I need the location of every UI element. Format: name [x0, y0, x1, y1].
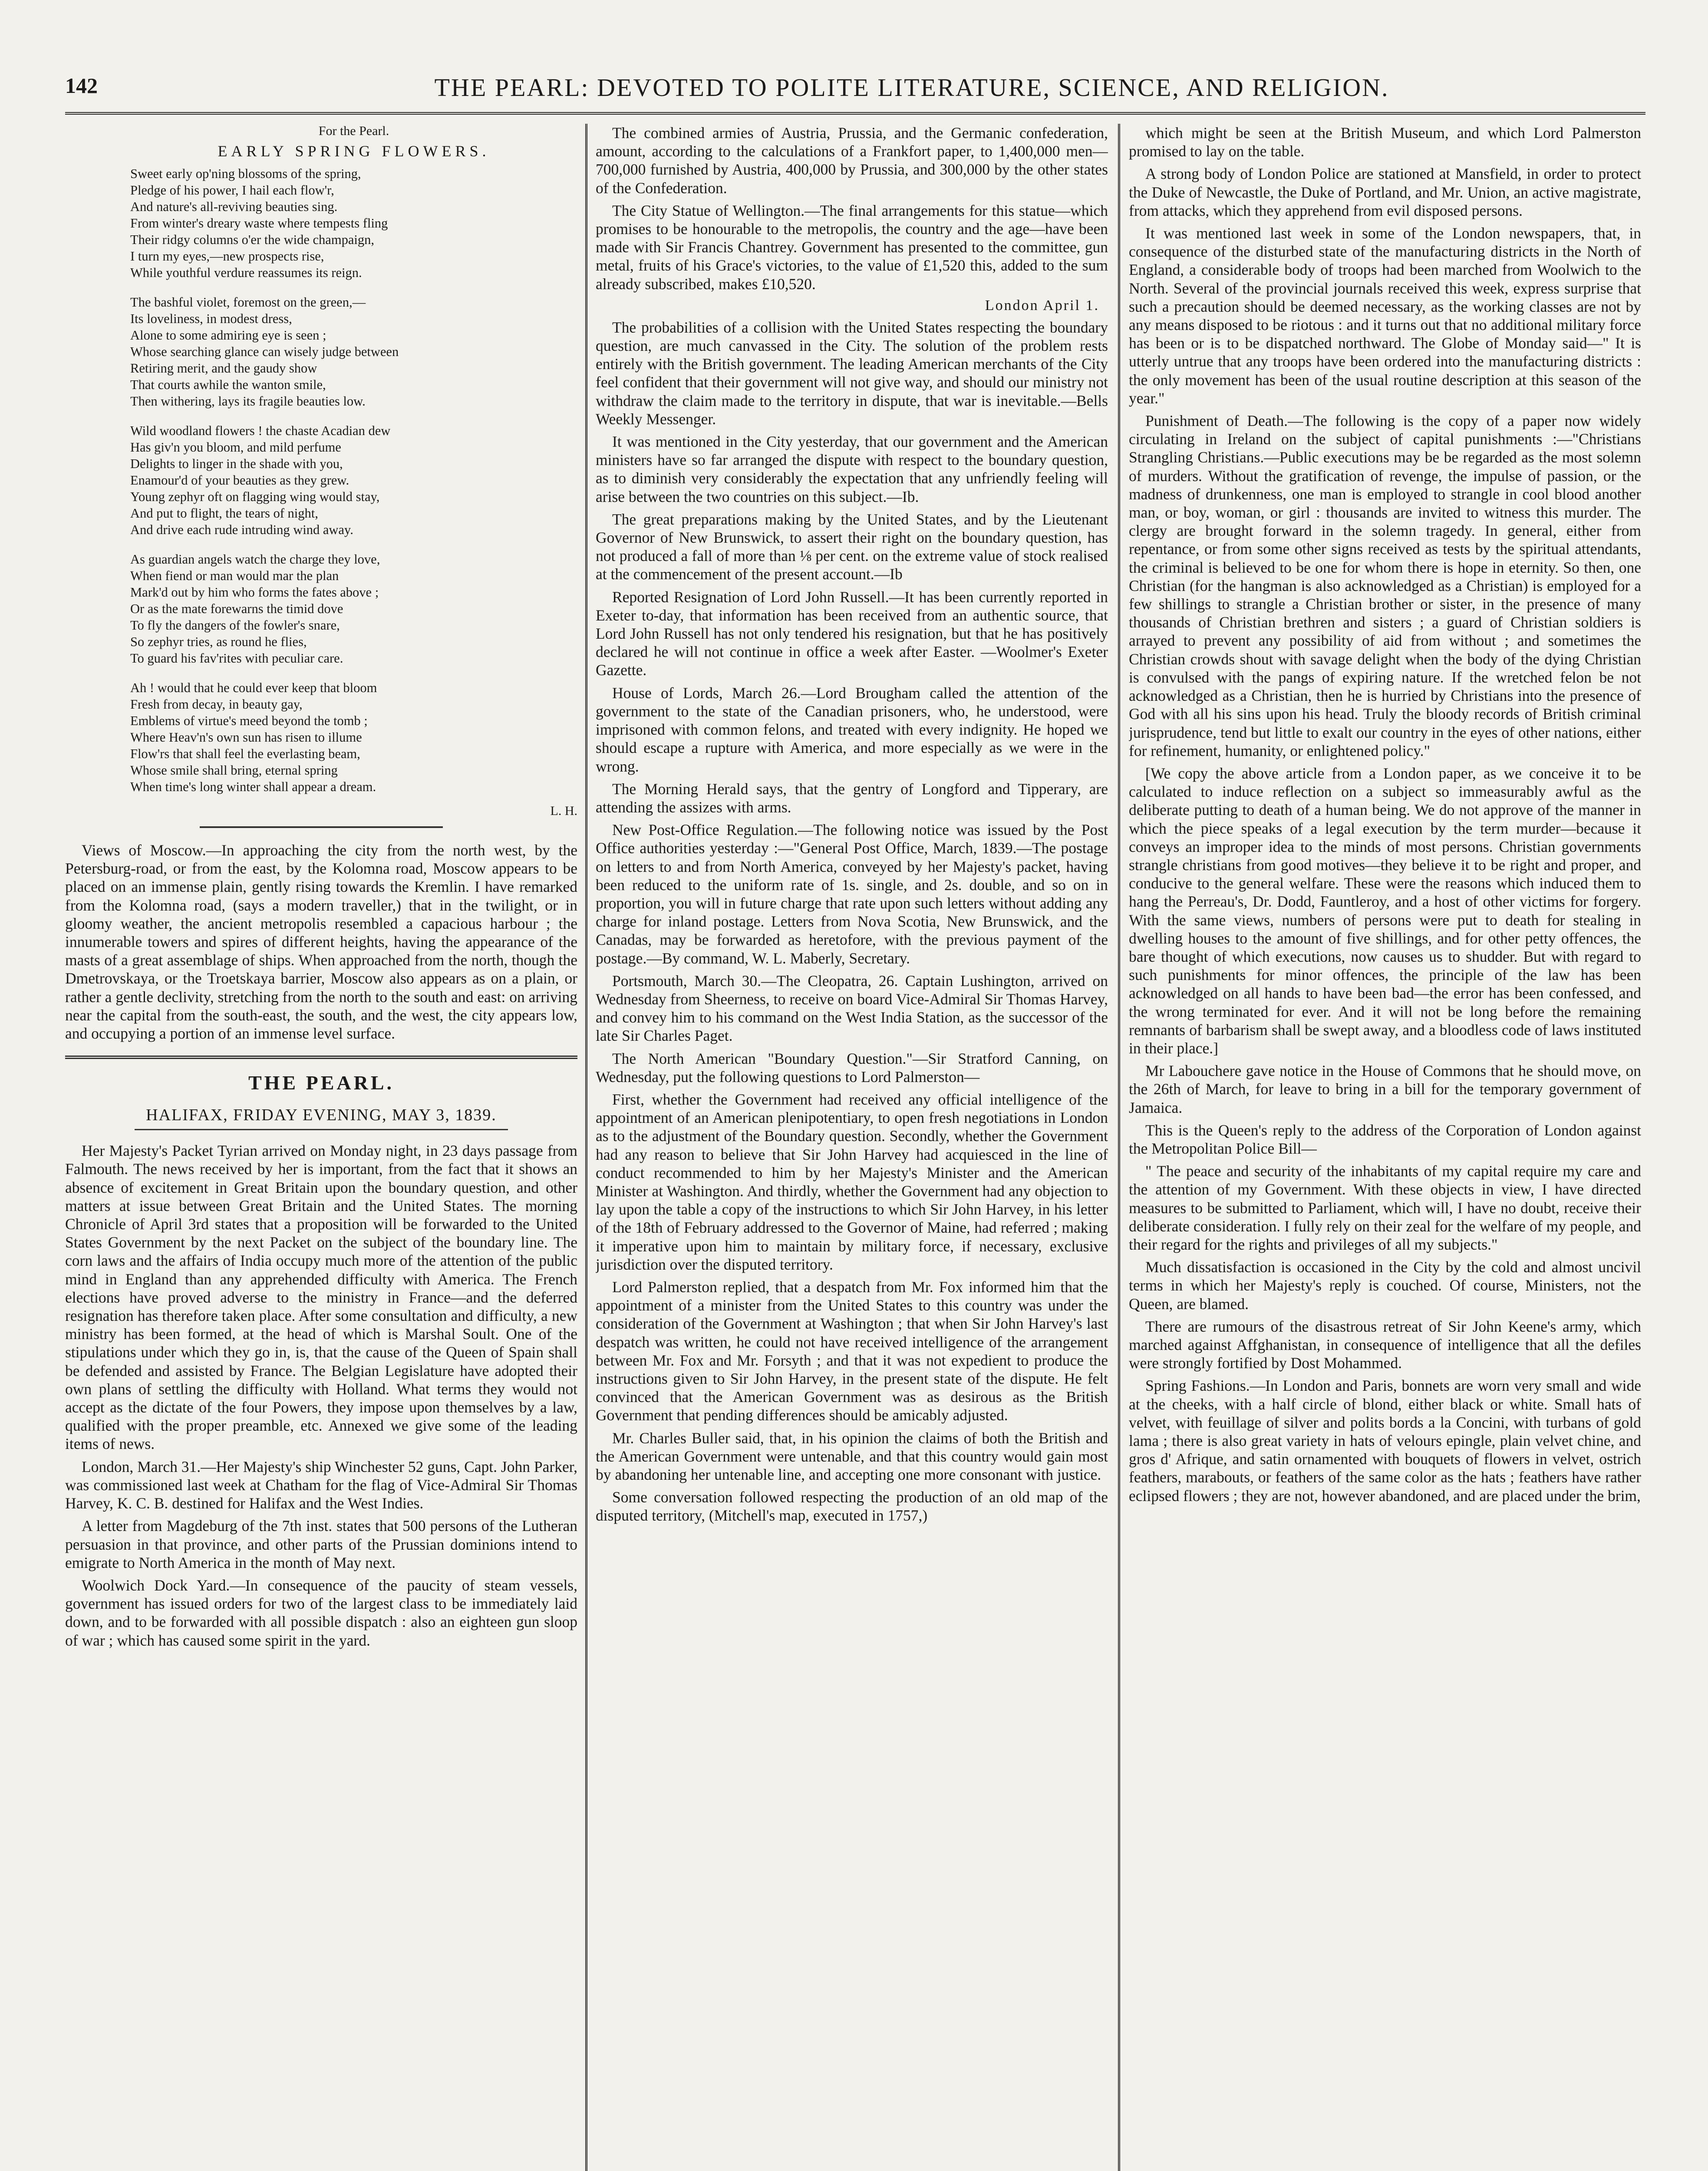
column-divider [1118, 124, 1120, 2171]
dateline: London April 1. [985, 297, 1099, 313]
article-paragraph: which might be seen at the British Museum, and which Lord Palmerston promised to lay on the table. [1129, 124, 1641, 160]
poem-line: Ah ! would that he could ever keep that bloom [130, 680, 377, 695]
poem-line: And drive each rude intruding wind away. [130, 522, 353, 537]
poem-line: And put to flight, the tears of night, [130, 506, 318, 521]
article-paragraph: A letter from Magdeburg of the 7th inst. states that 500 persons of the Lutheran persuasion in that province, and other parts of the Prussian dominions intend to emigrate to North America in the month of May next. [65, 1517, 577, 1571]
poem-line: That courts awhile the wanton smile, [130, 377, 326, 392]
poem-line: When time's long winter shall appear a dream. [130, 779, 376, 794]
article-paragraph: Some conversation followed respecting the production of an old map of the disputed territory, (Mitchell's map, executed in 1757,) [596, 1488, 1108, 1524]
poem-line: Its loveliness, in modest dress, [130, 311, 292, 326]
poem-line: As guardian angels watch the charge they love, [130, 552, 380, 567]
poem-line: Alone to some admiring eye is seen ; [130, 328, 326, 343]
poem-line: When fiend or man would mar the plan [130, 568, 339, 583]
section-rule [200, 826, 443, 828]
article-paragraph: It was mentioned last week in some of the London newspapers, that, in consequence of the disturbed state of the manufacturing districts in the North of England, a considerable body of troops had been marched from Woolwich to the North. Several of the provincial journals received this week, express surprise that such a precaution should be deemed necessary, as the working classes are not by any means disposed to be riotous : and it turns out that no additional military force has been or is to be dispatched northward. The Globe of Monday said—" It is utterly untrue that any troops have been ordered into the manufacturing districts : the only movement has been of the usual routine description at this season of the year." [1129, 224, 1641, 407]
poem-line: Mark'd out by him who forms the fates above ; [130, 585, 379, 600]
poem-line: Pledge of his power, I hail each flow'r, [130, 183, 334, 198]
poem-line: So zephyr tries, as round he flies, [130, 634, 307, 649]
poem-line: From winter's dreary waste where tempests fling [130, 216, 388, 231]
article-paragraph: Mr Labouchere gave notice in the House of Commons that he should move, on the 26th of March, for leave to bring in a bill for the temporary government of Jamaica. [1129, 1062, 1641, 1116]
article-paragraph: First, whether the Government had received any official intelligence of the appointment of an American plenipotentiary, to open fresh negotiations in London as to the adjustment of the Boundary question. Secondly, whether the Government had any reason to believe that Sir John Harvey had acquiesced in the line of conduct recommended to him by her Majesty's Minister and the American Minister at Washington. And thirdly, whether the Government had any objection to lay upon the table a copy of the instructions to which Sir John Harvey, in his letter of the 18th of February addressed to the Governor of Maine, had referred ; making it imperative upon him to maintain by military force, if necessary, exclusive jurisdiction over the disputed territory. [596, 1090, 1108, 1273]
poem-stanza [130, 551, 577, 666]
article-paragraph: The North American "Boundary Question."—Sir Stratford Canning, on Wednesday, put the following questions to Lord Palmerston— [596, 1049, 1108, 1086]
poem-line: Retiring merit, and the gaudy show [130, 361, 317, 376]
article-paragraph: The great preparations making by the United States, and by the Lieutenant Governor of New Brunswick, to assert their right on the boundary question, has not produced a fall of more than ⅛ per cent. on the extreme value of stock realised at the commencement of the present account.—Ib [596, 510, 1108, 583]
poem-line: Enamour'd of your beauties as they grew. [130, 473, 350, 488]
article-paragraph: New Post-Office Regulation.—The following notice was issued by the Post Office authorities yesterday :—"General Post Office, March, 1839.—The postage on letters to and from North America, conveyed by her Majesty's packet, having been reduced to the uniform rate of 1s. single, and 2s. double, and so on in proportion, you will in future charge that rate upon such letters without adding any charge for inland postage. Letters from Nova Scotia, New Brunswick, and the Canadas, may be forwarded as heretofore, with the previous payment of the postage.—By command, W. L. Maberly, Secretary. [596, 821, 1108, 967]
poem-line: Or as the mate forewarns the timid dove [130, 601, 343, 616]
article-paragraph: The City Statue of Wellington.—The final arrangements for this statue—which promises to be honourable to the metropolis, the country and the age—have been made with Sir Francis Chantrey. Government has presented to the committee, gun metal, fruits of his Grace's victories, to the value of £1,520 this, added to the sum already subscribed, makes £10,520. [596, 201, 1108, 293]
article-paragraph: " The peace and security of the inhabitants of my capital require my care and the attention of my Government. With these objects in view, I have directed measures to be submitted to Parliament, which will, I have no doubt, receive their deliberate consideration. I fully rely on their zeal for the welfare of my people, and their regard for the rights and privileges of all my subjects." [1129, 1162, 1641, 1253]
poem-line: Then withering, lays its fragile beauties low. [130, 394, 366, 409]
poem-stanza [130, 165, 577, 281]
page-number: 142 [65, 73, 98, 98]
column-2 [596, 124, 1108, 2171]
poem-line: Emblems of virtue's meed beyond the tomb ; [130, 713, 368, 728]
poem-stanza [130, 422, 577, 538]
article-paragraph: [We copy the above article from a London paper, as we conceive it to be calculated to induce reflection on a subject so immeasurably awful as the deliberate putting to death of a human being. We do not approve of the manner in which the piece speaks of a legal execution by the term murder—because it conveys an improper idea to the minds of most persons. Christian governments strangle christians from good motives—they believe it to be right and proper, and conducive to the general welfare. These were the reasons which induced them to hang the Perreau's, Dr. Dodd, Fauntleroy, and a host of other victims for forgery. With the same views, numbers of persons were put to death for stealing in dwelling houses to the amount of five shillings, and for other petty offences, the bare thought of which executions, now causes us to shudder. But with regard to such punishments for minor offences, the principle of the law has been acknowledged on all hands to have been bad—the error has been confessed, and the wrong terminated for ever. And it will not be long before the remaining remnants of barbarism shall be swept away, and a bloodless code of laws instituted in their place.] [1129, 764, 1641, 1057]
article-paragraph: The Morning Herald says, that the gentry of Longford and Tipperary, are attending the assizes with arms. [596, 780, 1108, 816]
masthead-title: THE PEARL: DEVOTED TO POLITE LITERATURE, SCIENCE, AND RELIGION. [434, 73, 1389, 102]
section-title: THE PEARL. [248, 1072, 395, 1094]
poem-stanza [130, 680, 577, 795]
poem [65, 124, 577, 818]
column-3 [1129, 124, 1641, 2171]
article-paragraph: Much dissatisfaction is occasioned in the City by the cold and almost uncivil terms in which her Majesty's reply is couched. Of course, Ministers, not the Queen, are blamed. [1129, 1258, 1641, 1313]
poem-line: Fresh from decay, in beauty gay, [130, 697, 303, 712]
article-paragraph: It was mentioned in the City yesterday, that our government and the American ministers have so far arranged the dispute with respect to the boundary question, as to diminish very considerably the expectation that any unfriendly feeling will arise between the two countries on this subject.—Ib. [596, 433, 1108, 505]
poem-stanza [130, 294, 577, 409]
poem-title: EARLY SPRING FLOWERS. [218, 142, 490, 160]
article-paragraph: A strong body of London Police are stationed at Mansfield, in order to protect the Duke of Newcastle, the Duke of Portland, and Mr. Union, an active magistrate, from attacks, which they apprehend from evil disposed persons. [1129, 165, 1641, 219]
article-paragraph: Punishment of Death.—The following is the copy of a paper now widely circulating in Ireland on the subject of capital punishments :—"Christians Strangling Christians.—Public executions may be be regarded as the most solemn of murders. Without the gratification of revenge, the impulse of passion, or the madness of drunkenness, one man is employed to strangle in cool blood another man, or boy, woman, or girl : thousands are invited to witness this murder. The clergy are brought forward in the solemn tragedy. In general, either from repentance, or from some other signs received as tests by the spiritual attendants, the criminal is believed to be one for whom there is hope in eternity. So then, one Christian (for the hangman is also acknowledged as a Christian) is employed for a few shillings to strangle a Christian brother or sister, in the presence of many thousands of Christian brethren and sisters ; a guard of Christian soldiers is arrayed to prevent any possibility of aid from without ; and sometimes the Christian crowds shout with savage delight when the body of the dying Christian is convulsed with the pangs of expiring nature. If the wretched felon be not acknowledged as a Christian, then he is hurried by Christians into the presence of God with all his sins upon his head. Truly the bloody records of British criminal jurisprudence, tend but little to exalt our country in the eyes of other nations, either for refinement, humanity, or enlightened policy." [1129, 412, 1641, 759]
poem-line: Young zephyr oft on flagging wing would stay, [130, 489, 380, 504]
column-divider [585, 124, 587, 2171]
running-head [65, 73, 1645, 112]
article-paragraph: Reported Resignation of Lord John Russell.—It has been currently reported in Exeter to-day, that information has been received from an authentic source, that Lord John Russell has not only tendered his resignation, but that he has positively declared he will not continue in office a week after Easter. —Woolmer's Exeter Gazette. [596, 588, 1108, 679]
poem-line: Flow'rs that shall feel the everlasting beam, [130, 746, 360, 761]
poem-line: Where Heav'n's own sun has risen to illume [130, 730, 362, 745]
poem-line: Whose smile shall bring, eternal spring [130, 763, 338, 778]
article-paragraph: There are rumours of the disastrous retreat of Sir John Keene's army, which marched against Affghanistan, in consequence of intelligence that all the defiles were strongly fortified by Dost Mohammed. [1129, 1317, 1641, 1372]
poem-line: To guard his fav'rites with peculiar care. [130, 651, 343, 666]
poem-line: The bashful violet, foremost on the green,— [130, 295, 366, 310]
article-paragraph: This is the Queen's reply to the address of the Corporation of London against the Metropolitan Police Bill— [1129, 1121, 1641, 1157]
poem-line: I turn my eyes,—new prospects rise, [130, 249, 324, 264]
article-paragraph: Her Majesty's Packet Tyrian arrived on Monday night, in 23 days passage from Falmouth. The news received by her is important, from the fact that it shows an absence of excitement in Great Britain upon the boundary question, and other matters at issue between Great Britain and the United States. The morning Chronicle of April 3rd states that a proposition will be forwarded to the United States Government by the next Packet on the subject of the boundary line. The corn laws and the affairs of India occupy much more of the attention of the public mind in England than any apprehended difficulty with America. The French elections have proved adverse to the ministry in France—and the deferred resignation has therefore taken place. After some consultation and difficulty, a new ministry has been formed, at the head of which is Marshal Soult. One of the stipulations under which they go in, is, that the cause of the Queen of Spain shall be defended and assisted by France. The Belgian Legislature have adopted their own plans of settling the difficulty with Holland. What terms they would not accept as the dictate of the four Powers, they impose upon themselves by a law, qualified with the proper preamble, etc. Annexed we give some of the leading items of news. [65, 1142, 577, 1453]
poem-line: Whose searching glance can wisely judge between [130, 344, 399, 359]
poem-line: Wild woodland flowers ! the chaste Acadian dew [130, 423, 391, 438]
dateline-rule [135, 1129, 508, 1130]
article-paragraph: House of Lords, March 26.—Lord Brougham called the attention of the government to the state of the Canadian prisoners, who, he understood, were imprisoned with common felons, and treated with every indignity. He hoped we should escape a rupture with America, and more especially as we were in the wrong. [596, 684, 1108, 775]
article-paragraph: Spring Fashions.—In London and Paris, bonnets are worn very small and wide at the cheeks, with a half circle of blond, either black or white. Small hats of velvet, with feuillage of silver and polits bords a la Concini, with turbans of gold lama ; there is also great variety in hats of velours epingle, plain velvet chine, and gros d' Afrique, and satin ornamented with bouquets of flowers in velvet, ostrich feathers, marabouts, or feathers of the same color as the hats ; feathers have rather eclipsed flowers ; they are not, however abandoned, and are placed under the brim, [1129, 1377, 1641, 1505]
article-paragraph: Views of Moscow.—In approaching the city from the north west, by the Petersburg-road, or from the east, by the Kolomna road, Moscow appears to be placed on an immense plain, gently rising towards the Kremlin. I have remarked from the Kolomna road, (says a modern traveller,) that in the twilight, or in gloomy weather, the ancient metropolis resembled a capacious harbour ; the innumerable towers and spires of different heights, having the appearance of the masts of a great assemblage of ships. When approached from the north, though the Dmetrovskaya, or the Troetskaya barrier, Moscow also appears as on a plain, or rather a gentle declivity, stretching from the north to the south and east: on arriving near the capital from the south-east, the south, and the west, the city appears low, and occupying a portion of an immense level surface. [65, 841, 577, 1043]
poem-line: Their ridgy columns o'er the wide champaign, [130, 232, 374, 247]
article-paragraph: Mr. Charles Buller said, that, in his opinion the claims of both the British and the American Government were untenable, and that this country would gain most by abandoning her untenable line, and accepting one more consonant with justice. [596, 1429, 1108, 1484]
section-rule [65, 1056, 577, 1059]
poem-line: Has giv'n you bloom, and mild perfume [130, 440, 341, 455]
masthead-rule [65, 112, 1645, 115]
article-paragraph: Lord Palmerston replied, that a despatch from Mr. Fox informed him that the appointment of a minister from the United States to this country was under the consideration of the Government at Washington ; that when Sir John Harvey's last despatch was written, he could not have received intelligence of the arrangement between Mr. Fox and Mr. Forsyth ; and that it was not expedient to produce the instructions given to Sir John Harvey, in the present state of the dispute. He felt convinced that the American Government was as desirous as the British Government that pending differences should be amicably adjusted. [596, 1278, 1108, 1424]
poem-signature: L. H. [550, 804, 577, 818]
article-paragraph: Woolwich Dock Yard.—In consequence of the paucity of steam vessels, government has issued orders for two of the largest class to be immediately laid down, and to be forwarded with all possible dispatch : also an eighteen gun sloop of war ; which has caused some spirit in the yard. [65, 1576, 577, 1649]
poem-line: Sweet early op'ning blossoms of the spring, [130, 166, 361, 181]
article-paragraph: The probabilities of a collision with the United States respecting the boundary question, are much canvassed in the City. The solution of the problem rests entirely with the British government. The leading American merchants of the City feel confident that their government will not give way, and should our ministry not withdraw the claim made to the territory in dispute, that war is inevitable.—Bells Weekly Messenger. [596, 318, 1108, 428]
poem-line: To fly the dangers of the fowler's snare, [130, 618, 340, 633]
column-1 [65, 124, 577, 2171]
article-paragraph: London, March 31.—Her Majesty's ship Winchester 52 guns, Capt. John Parker, was commissioned last week at Chatham for the flag of Vice-Admiral Sir Thomas Harvey, K. C. B. destined for Halifax and the West Indies. [65, 1458, 577, 1512]
poem-source: For the Pearl. [318, 124, 389, 138]
poem-line: While youthful verdure reassumes its reign. [130, 265, 362, 280]
article-paragraph: Portsmouth, March 30.—The Cleopatra, 26. Captain Lushington, arrived on Wednesday from Sheerness, to receive on board Vice-Admiral Sir Thomas Harvey, and convey him to his command on the West India Station, as the successor of the late Sir Charles Paget. [596, 972, 1108, 1045]
dateline: HALIFAX, FRIDAY EVENING, MAY 3, 1839. [146, 1106, 497, 1125]
poem-line: Delights to linger in the shade with you, [130, 456, 343, 471]
poem-line: And nature's all-reviving beauties sing. [130, 199, 338, 214]
article-paragraph: The combined armies of Austria, Prussia, and the Germanic confederation, amount, according to the calculations of a Frankfort paper, to 1,400,000 men—700,000 furnished by Austria, 400,000 by Prussia, and 300,000 by the other states of the Confederation. [596, 124, 1108, 197]
